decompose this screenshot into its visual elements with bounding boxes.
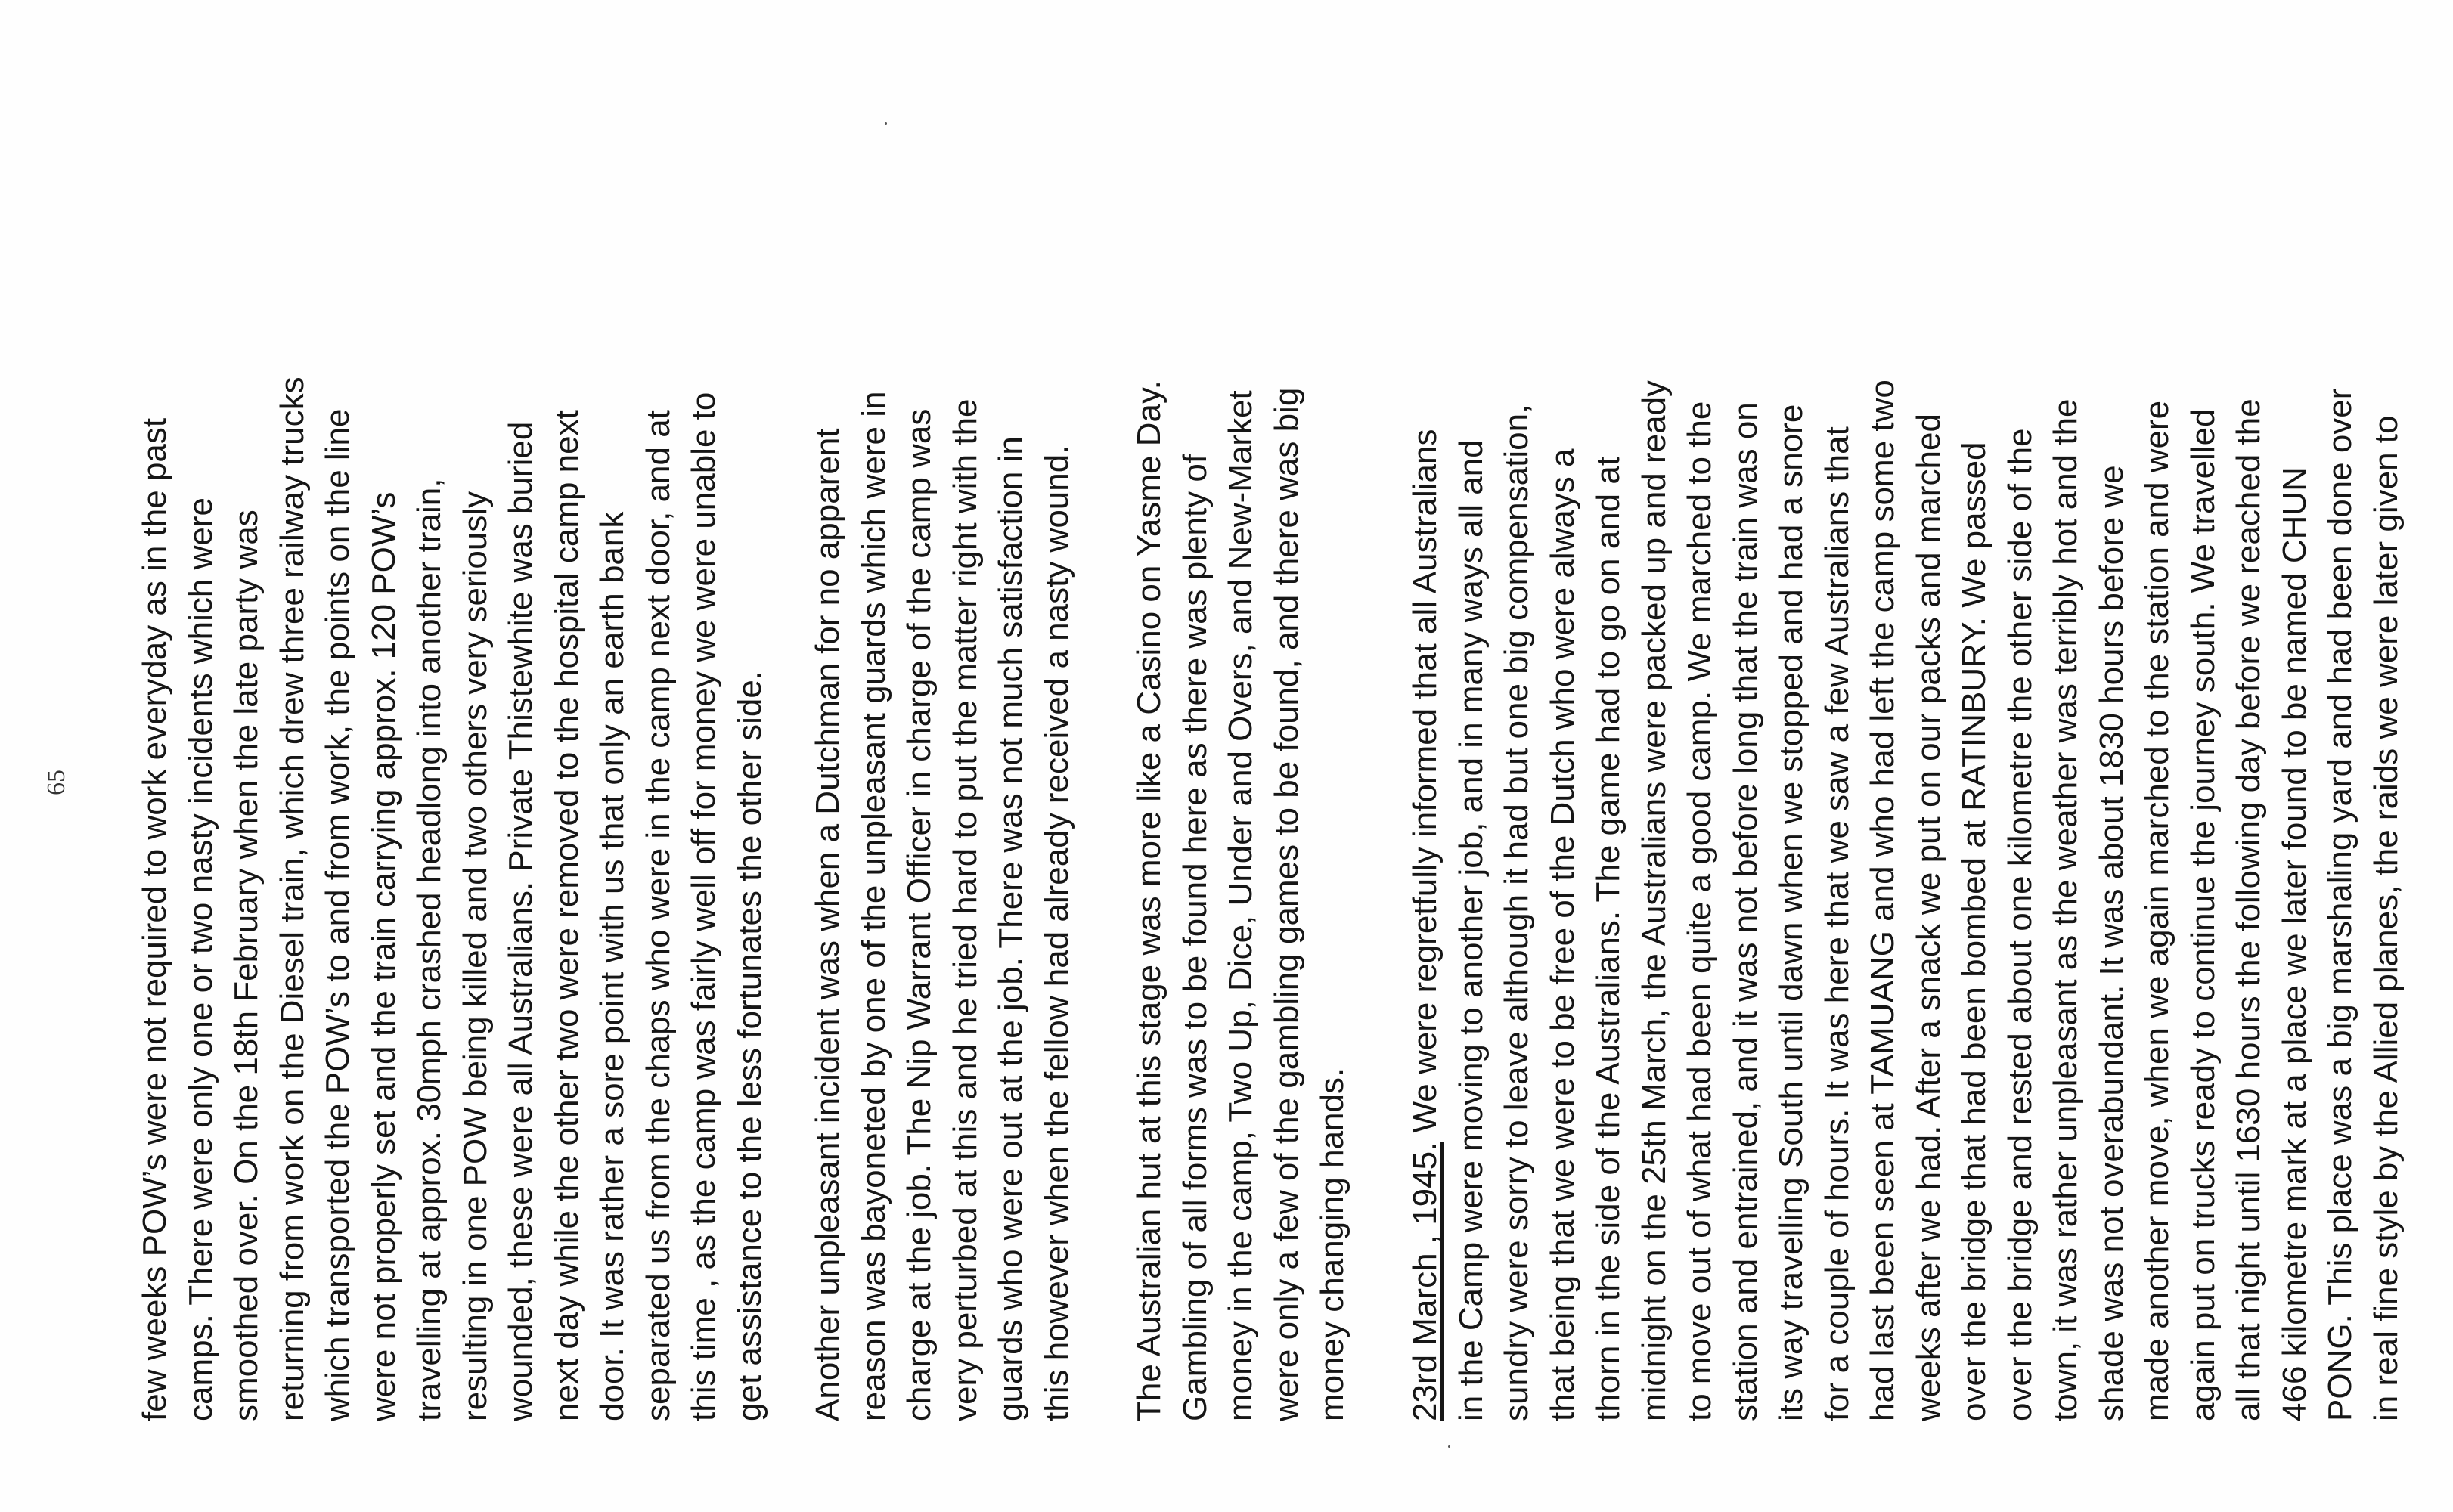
text-line-first <box>1403 380 1449 1421</box>
text-line: to move out of what had been quite a good camp. We marched to the <box>1681 401 1718 1421</box>
text-line: very perturbed at this and he tried hard to put the matter right with the <box>946 398 984 1421</box>
text-line: that being that we were to be free of the Dutch who were always a <box>1543 448 1581 1421</box>
paragraph-casino-hut <box>1127 380 1356 1421</box>
scan-speck <box>1448 1445 1450 1448</box>
page-number: 65 <box>42 770 70 795</box>
text-line: shade was not overabundant. It was about 1830 hours before we <box>2092 465 2130 1421</box>
text-line: reason was bayoneted by one of the unpleasant guards which were in <box>854 391 892 1421</box>
text-line: guards who were out at the job. There was not much satisfaction in <box>992 436 1029 1421</box>
text-line: station and entrained, and it was not before long that the train was on <box>1726 402 1764 1421</box>
paragraph-march-move <box>1403 380 2409 1421</box>
text-line: Another unpleasant incident was when a Dutchman for no apparent <box>809 428 846 1421</box>
text-line: money changing hands. <box>1313 1067 1351 1421</box>
text-line: its way travelling South until dawn when we stopped and had a snore <box>1772 404 1810 1421</box>
text-line: this time , as the camp was fairly well off for money we were unable to <box>685 392 722 1421</box>
text-line: in the Camp were moving to another job, and in many ways all and <box>1452 439 1490 1421</box>
text-line: money in the camp, Two Up, Dice, Under and Overs, and New-Market <box>1222 390 1259 1421</box>
text-line: again put on trucks ready to continue the journey south. We travelled <box>2184 408 2222 1421</box>
scan-speck <box>885 122 887 125</box>
text-line: camps. There were only one or two nasty incidents which were <box>181 497 219 1421</box>
text-line: made another move, when we again marched to the station and were <box>2138 400 2175 1421</box>
text-line: returning from work on the Diesel train, which drew three railway trucks <box>273 376 311 1421</box>
paragraph-train-crash <box>132 376 773 1421</box>
text-line: separated us from the chaps who were in the camp next door, and at <box>639 410 677 1421</box>
text-line: in real fine style by the Allied planes, the raids we were later given to <box>2367 415 2405 1421</box>
text-line: resulting in one POW being killed and two others very seriously <box>456 491 494 1421</box>
text-line: thorn in the side of the Australians. The game had to go on and at <box>1589 456 1627 1421</box>
text-line: weeks after we had. After a snack we put on our packs and marched <box>1909 414 1947 1421</box>
text-line: get assistance to the less fortunates the other side. <box>730 670 768 1421</box>
text-line: town, it was rather unpleasant as the weather was terribly hot and the <box>2047 398 2084 1421</box>
text-line: had last been seen at TAMUANG and who had left the camp some two <box>1864 380 1901 1421</box>
text-line: smoothed over. On the 18th February when the late party was <box>228 510 265 1421</box>
text-line: all that night until 1630 hours the following day before we reached the <box>2230 398 2267 1421</box>
entry-date: 23rd March , 1945. <box>1406 1142 1444 1421</box>
text-line: charge at the job. The Nip Warrant Officer in charge of the camp was <box>901 408 938 1421</box>
rotated-text-frame <box>53 45 2453 1421</box>
text-line: door. It was rather a sore point with us that only an earth bank <box>594 511 631 1421</box>
text-line: this however when the fellow had already received a nasty wound. <box>1037 445 1075 1421</box>
text-line: 466 kilometre mark at a place we later found to be named CHUN <box>2275 467 2313 1421</box>
text-fragment: We were regretfully informed that all Australians <box>1406 429 1444 1142</box>
text-line: were only a few of the gambling games to be found, and there was big <box>1267 387 1305 1421</box>
text-line: travelling at approx. 30mph crashed headlong into another train, <box>411 478 448 1421</box>
text-line: were not properly set and the train carrying approx. 120 POW’s <box>364 491 402 1421</box>
text-line: wounded, these were all Australians. Private Thistewhite was buried <box>502 421 539 1421</box>
text-line: next day while the other two were removed to the hospital camp next <box>547 410 585 1421</box>
text-line: over the bridge and rested about one kilometre the other side of the <box>2001 428 2039 1421</box>
text-line: PONG. This place was a big marshaling yard and had been done over <box>2321 388 2358 1421</box>
text-line: for a couple of hours. It was here that we saw a few Australians that <box>1818 426 1856 1421</box>
paragraph-dutchman-incident <box>805 392 1080 1421</box>
text-line: over the bridge that had been bombed at RATINBURY. We passed <box>1955 442 1992 1421</box>
text-line: sundry were sorry to leave although it had but one big compensation, <box>1498 404 1535 1421</box>
text-line: Gambling of all forms was to be found here as there was plenty of <box>1176 454 1214 1421</box>
text-line: The Australian hut at this stage was more like a Casino on Yasme Day. <box>1130 380 1168 1421</box>
text-line: few weeks POW’s were not required to work everyday as in the past <box>136 417 173 1421</box>
text-line: midnight on the 25th March, the Australians were packed up and ready <box>1635 380 1673 1421</box>
text-line: which transported the POW’s to and from work, the points on the line <box>319 408 356 1421</box>
